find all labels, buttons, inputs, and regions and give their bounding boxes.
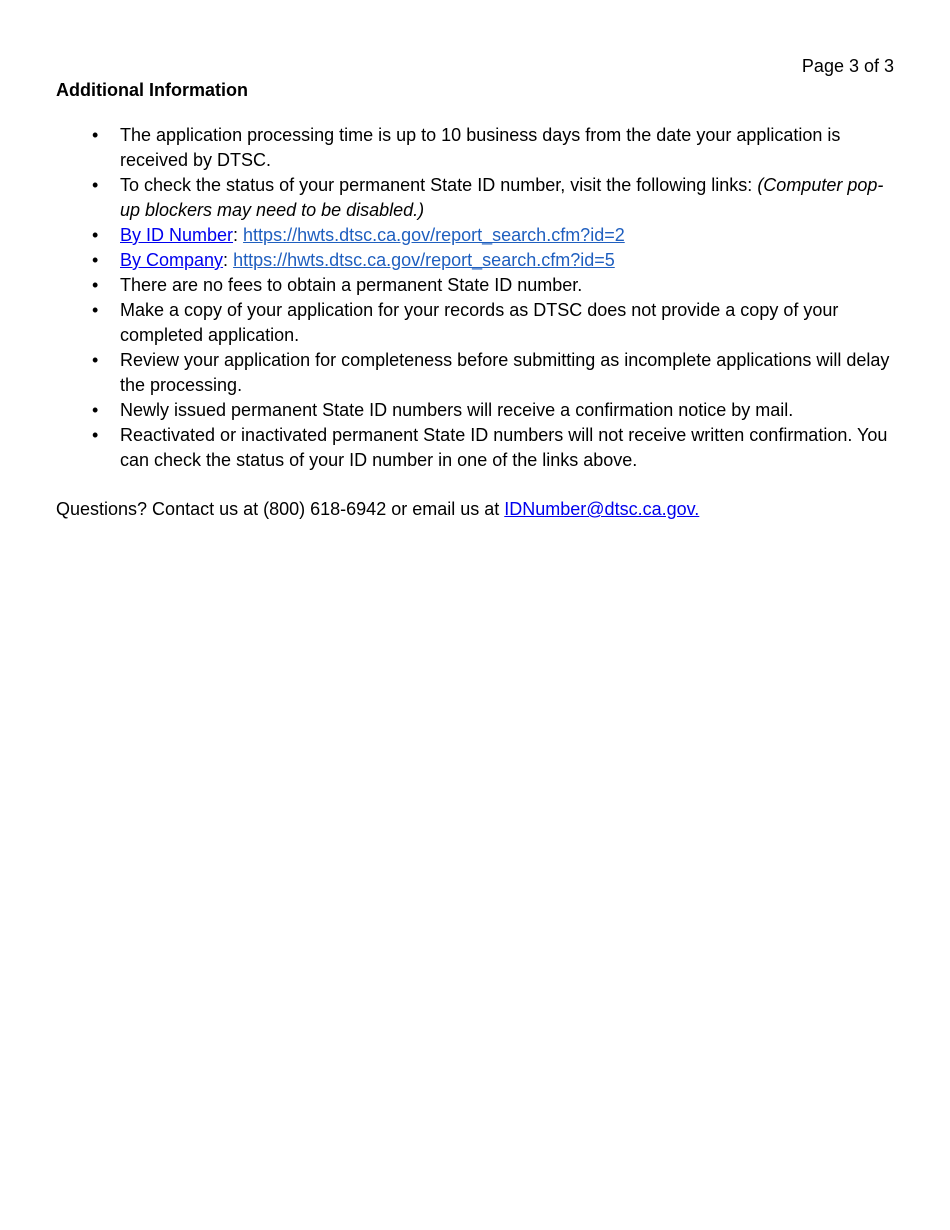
- page-number: Page 3 of 3: [801, 56, 894, 76]
- id-number-search-url[interactable]: https://hwts.dtsc.ca.gov/report_search.cfm?id=2: [243, 225, 625, 245]
- list-item-text: The application processing time is up to 10 business days from the date your application is received by DTSC.: [120, 125, 841, 170]
- email-link[interactable]: IDNumber@dtsc.ca.gov.: [504, 499, 700, 519]
- list-item: [56, 248, 896, 273]
- list-item-text: There are no fees to obtain a permanent State ID number.: [120, 275, 583, 295]
- by-id-number-link[interactable]: By ID Number: [120, 225, 234, 245]
- list-item: [56, 398, 896, 423]
- list-item-text: Make a copy of your application for your records as DTSC does not provide a copy of your completed application.: [120, 300, 839, 345]
- info-list: [56, 123, 896, 473]
- list-item-text: Review your application for completeness before submitting as incomplete applications will delay the processing.: [120, 350, 890, 395]
- list-item: [56, 423, 896, 473]
- list-item-text: To check the status of your permanent State ID number, visit the following links:: [120, 175, 758, 195]
- list-item: [56, 123, 896, 173]
- list-item: [56, 348, 896, 398]
- list-item-text: Newly issued permanent State ID numbers will receive a confirmation notice by mail.: [120, 400, 794, 420]
- list-item: [56, 173, 896, 223]
- by-company-link[interactable]: By Company: [120, 250, 224, 270]
- popup-blocker-note: (Computer pop-up blockers may need to be disabled.): [120, 175, 884, 220]
- list-item-text: Reactivated or inactivated permanent State ID numbers will not receive written confirmation. You can check the status of your ID number in one of the links above.: [120, 425, 888, 470]
- separator: :: [233, 225, 244, 245]
- list-item: [56, 223, 896, 248]
- list-item: [56, 298, 896, 348]
- contact-line: [56, 497, 896, 522]
- list-item: [56, 273, 896, 298]
- section-heading: Additional Information: [56, 80, 248, 100]
- separator: :: [223, 250, 234, 270]
- contact-text: Questions? Contact us at (800) 618-6942 or email us at: [56, 499, 505, 519]
- company-search-url[interactable]: https://hwts.dtsc.ca.gov/report_search.cfm?id=5: [233, 250, 615, 270]
